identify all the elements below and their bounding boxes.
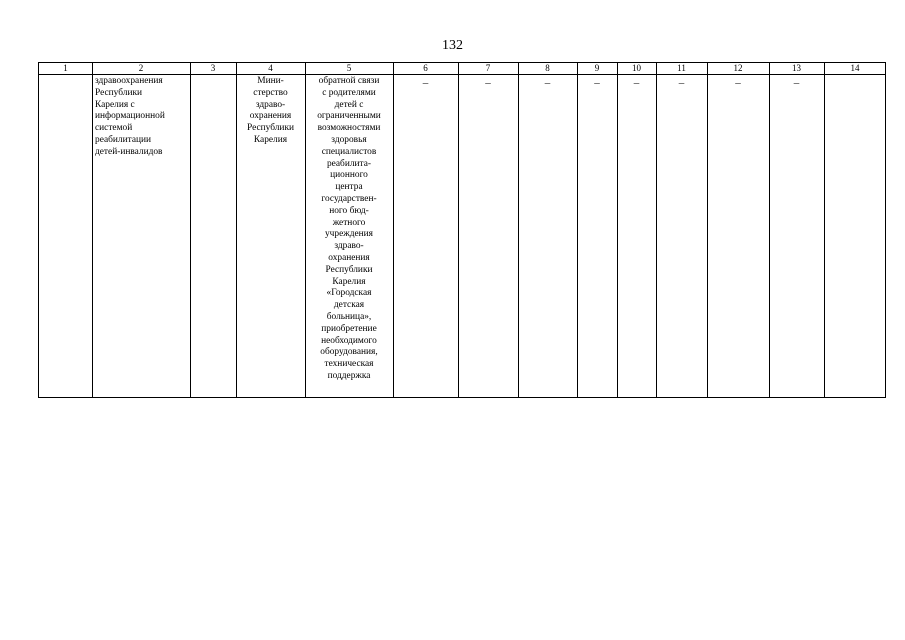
column-header-7: 7: [485, 63, 491, 73]
column-divider: [824, 63, 825, 397]
cell-line: техническая: [324, 359, 374, 370]
column-divider: [617, 63, 618, 397]
column-header-3: 3: [210, 63, 216, 73]
cell-line: Карелия: [332, 276, 366, 287]
column-divider: [518, 63, 519, 397]
cell-line: Карелия с: [95, 99, 135, 110]
column-header-12: 12: [733, 63, 743, 73]
column-divider: [393, 63, 394, 397]
cell-line: реабилитации: [95, 134, 152, 145]
cell-line: специалистов: [321, 146, 377, 157]
header-segment: [769, 74, 824, 75]
page-number: 132: [442, 38, 463, 53]
cell-line: оборудования,: [320, 347, 378, 358]
cell-line: охранения: [328, 252, 370, 263]
header-divider: [39, 74, 885, 75]
dash-cell-col-12: –: [735, 77, 741, 89]
column-header-5: 5: [346, 63, 352, 73]
dash-cell-col-8: –: [544, 77, 551, 89]
cell-line: «Городская: [326, 288, 372, 299]
cell-line: реабилита-: [326, 158, 372, 169]
column-divider: [656, 63, 657, 397]
cell-line: здраво-: [334, 241, 364, 252]
cell-line: больница»,: [326, 311, 372, 322]
column-header-9: 9: [594, 63, 600, 73]
column-header-11: 11: [677, 63, 686, 73]
cell-line: системой: [95, 123, 133, 134]
cell-line: Мини-: [257, 76, 284, 86]
cell-line: жетного: [332, 217, 366, 228]
column-header-4: 4: [268, 63, 273, 73]
cell-line: центра: [335, 182, 363, 193]
cell-line: охранения: [249, 111, 292, 122]
cell-line: детей-инвалидов: [95, 146, 163, 157]
column-header-13: 13: [792, 63, 801, 73]
dash-cell-col-6: –: [422, 77, 429, 89]
data-table: [38, 62, 886, 398]
column-divider: [92, 63, 93, 397]
dash-cell-col-9: –: [594, 77, 600, 89]
column-header-10: 10: [632, 63, 641, 73]
cell-col-2: [95, 76, 187, 159]
column-divider: [305, 63, 306, 397]
cell-line: детей с: [334, 99, 364, 110]
column-divider: [577, 63, 578, 397]
cell-line: ограниченными: [317, 111, 381, 122]
cell-line: обратной связи: [318, 76, 380, 86]
cell-line: Республики: [95, 87, 143, 98]
column-divider: [190, 63, 191, 397]
dash-cell-col-13: –: [793, 77, 800, 89]
cell-line: Республики: [325, 264, 373, 275]
column-header-1: 1: [63, 63, 68, 73]
cell-line: здраво-: [255, 99, 286, 110]
column-divider: [458, 63, 459, 397]
column-divider: [769, 63, 770, 397]
column-divider: [236, 63, 237, 397]
cell-line: необходимого: [321, 335, 377, 346]
cell-line: учреждения: [324, 229, 373, 240]
column-divider: [707, 63, 708, 397]
cell-line: стерство: [253, 87, 288, 98]
cell-col-4: [239, 76, 302, 147]
column-header-14: 14: [850, 63, 860, 73]
cell-line: здравоохранения: [95, 76, 163, 86]
cell-line: Республики: [246, 123, 295, 134]
cell-line: информационной: [95, 111, 165, 122]
cell-line: возможностями: [317, 123, 381, 134]
cell-line: детская: [333, 300, 365, 311]
cell-line: с родителями: [322, 87, 376, 98]
dash-cell-col-7: –: [485, 77, 491, 89]
cell-line: приобретение: [321, 323, 377, 334]
column-header-8: 8: [545, 63, 550, 73]
cell-line: здоровья: [331, 134, 367, 145]
cell-line: поддержка: [327, 370, 371, 381]
cell-line: ционного: [330, 170, 368, 181]
column-header-2: 2: [138, 63, 144, 73]
column-header-6: 6: [423, 63, 428, 73]
cell-line: государствен-: [321, 193, 377, 204]
header-segment: [656, 74, 707, 75]
dash-cell-col-11: –: [678, 77, 685, 89]
cell-line: ного бюд-: [329, 205, 369, 216]
dash-cell-col-10: –: [633, 77, 640, 89]
cell-col-5: [308, 76, 390, 383]
cell-line: Карелия: [253, 134, 288, 145]
header-segment: [236, 74, 305, 75]
